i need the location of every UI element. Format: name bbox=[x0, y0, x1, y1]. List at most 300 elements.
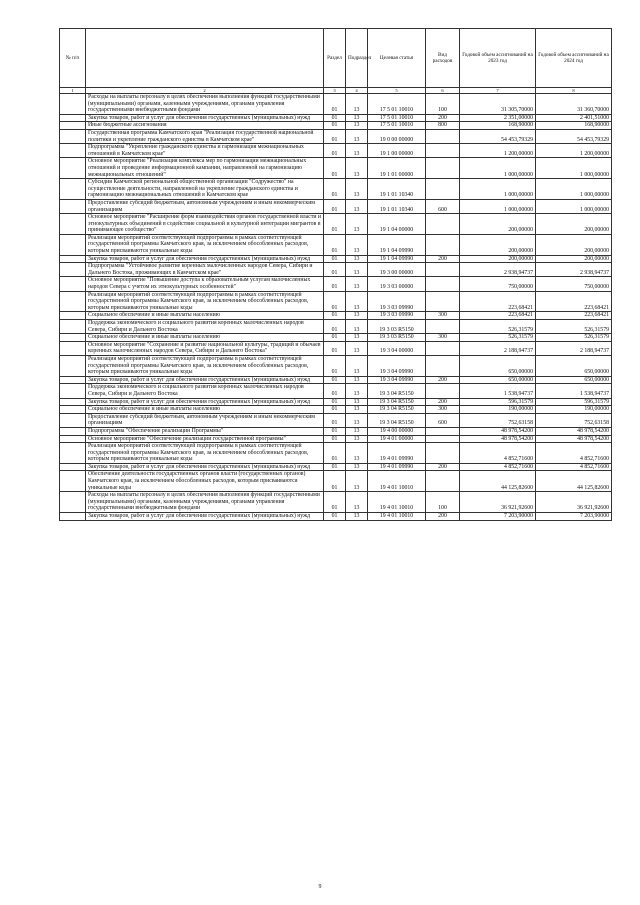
cell-podrazdel: 13 bbox=[346, 144, 368, 158]
cell-2023: 1 200,00000 bbox=[460, 144, 536, 158]
cell-num bbox=[60, 320, 86, 334]
cell-razdel: 01 bbox=[324, 427, 346, 435]
cell-vr bbox=[426, 384, 460, 398]
cell-name: Закупка товаров, работ и услуг для обеспечения государственных (муниципальных) нужд bbox=[86, 463, 324, 471]
cell-2023: 596,31579 bbox=[460, 398, 536, 406]
table-row bbox=[60, 376, 612, 384]
cell-num bbox=[60, 144, 86, 158]
cell-podrazdel: 13 bbox=[346, 471, 368, 492]
cell-2024: 200,00000 bbox=[536, 234, 612, 255]
cell-podrazdel: 13 bbox=[346, 291, 368, 312]
cell-2023: 750,00000 bbox=[460, 277, 536, 291]
table-row bbox=[60, 255, 612, 263]
cell-name: Основное мероприятие "Реализация комплекса мер по гармонизации межнациональных отношений и проведение информационной кампании, направленной на гармонизацию межнациональных отношений" bbox=[86, 158, 324, 179]
cell-razdel: 01 bbox=[324, 413, 346, 427]
cell-2024: 1 000,00000 bbox=[536, 158, 612, 179]
cell-2024: 1 000,00000 bbox=[536, 179, 612, 200]
cell-vr: 200 bbox=[426, 513, 460, 521]
page-number: 9 bbox=[318, 884, 322, 890]
cell-razdel: 01 bbox=[324, 122, 346, 130]
cell-podrazdel: 13 bbox=[346, 384, 368, 398]
cell-2024: 54 453,79329 bbox=[536, 129, 612, 143]
cell-2023: 1 538,94737 bbox=[460, 384, 536, 398]
header-podrazdel: Подраздел bbox=[346, 29, 368, 88]
table-row bbox=[60, 443, 612, 464]
cell-podrazdel: 13 bbox=[346, 129, 368, 143]
cell-2024: 650,00000 bbox=[536, 355, 612, 376]
cell-2023: 1 000,00000 bbox=[460, 179, 536, 200]
cell-vr: 200 bbox=[426, 255, 460, 263]
cell-num bbox=[60, 199, 86, 213]
cell-2023: 200,00000 bbox=[460, 214, 536, 235]
cell-2023: 2 938,94737 bbox=[460, 263, 536, 277]
cell-name: Подпрограмма "Обеспечение реализации Программы" bbox=[86, 427, 324, 435]
table-row bbox=[60, 94, 612, 115]
cell-num bbox=[60, 427, 86, 435]
column-number: 1 bbox=[60, 88, 86, 94]
header-razdel: Раздел bbox=[324, 29, 346, 88]
cell-podrazdel: 13 bbox=[346, 94, 368, 115]
column-number: 5 bbox=[368, 88, 426, 94]
cell-2024: 200,00000 bbox=[536, 255, 612, 263]
table-row bbox=[60, 122, 612, 130]
table-row bbox=[60, 291, 612, 312]
table-row bbox=[60, 129, 612, 143]
cell-2023: 31 305,70000 bbox=[460, 94, 536, 115]
cell-num bbox=[60, 312, 86, 320]
cell-2024: 4 852,71600 bbox=[536, 443, 612, 464]
cell-2024: 526,31579 bbox=[536, 320, 612, 334]
cell-num bbox=[60, 234, 86, 255]
cell-num bbox=[60, 214, 86, 235]
table-row bbox=[60, 413, 612, 427]
cell-vr bbox=[426, 129, 460, 143]
column-number: 2 bbox=[86, 88, 324, 94]
cell-vr bbox=[426, 144, 460, 158]
cell-num bbox=[60, 334, 86, 342]
cell-2024: 190,00000 bbox=[536, 406, 612, 414]
cell-vr bbox=[426, 234, 460, 255]
cell-podrazdel: 13 bbox=[346, 277, 368, 291]
cell-2024: 752,63158 bbox=[536, 413, 612, 427]
cell-podrazdel: 13 bbox=[346, 341, 368, 355]
cell-razdel: 01 bbox=[324, 129, 346, 143]
cell-csr: 19 4 00 00000 bbox=[368, 427, 426, 435]
cell-podrazdel: 13 bbox=[346, 513, 368, 521]
cell-2024: 44 125,82600 bbox=[536, 471, 612, 492]
table-row bbox=[60, 179, 612, 200]
cell-vr bbox=[426, 158, 460, 179]
cell-2024: 526,31579 bbox=[536, 334, 612, 342]
cell-razdel: 01 bbox=[324, 179, 346, 200]
cell-podrazdel: 13 bbox=[346, 406, 368, 414]
table-row bbox=[60, 263, 612, 277]
cell-razdel: 01 bbox=[324, 158, 346, 179]
cell-num bbox=[60, 263, 86, 277]
cell-num bbox=[60, 443, 86, 464]
cell-2023: 650,00000 bbox=[460, 376, 536, 384]
header-vr: Вид расходов bbox=[426, 29, 460, 88]
cell-name: Основное мероприятие "Повышение доступа к образовательным услугам малочисленных народов Севера с учетом их этнокультурных особенностей" bbox=[86, 277, 324, 291]
cell-podrazdel: 13 bbox=[346, 122, 368, 130]
cell-podrazdel: 13 bbox=[346, 320, 368, 334]
table-row bbox=[60, 398, 612, 406]
cell-csr: 19 3 00 00000 bbox=[368, 263, 426, 277]
cell-name: Субсидия Камчатской региональной общественной организации "Содружество" на осуществление деятельности, направленной на укрепление гражданского единства и гармонизацию межнациональных отношений в Камчатском крае bbox=[86, 179, 324, 200]
cell-num bbox=[60, 376, 86, 384]
cell-vr bbox=[426, 341, 460, 355]
cell-name: Государственная программа Камчатского края "Реализация государственной национальной политики и укрепление гражданского единства в Камчатском крае" bbox=[86, 129, 324, 143]
cell-2024: 2 938,94737 bbox=[536, 263, 612, 277]
table-row bbox=[60, 471, 612, 492]
cell-name: Подпрограмма "Укрепление гражданского единства и гармонизация межнациональных отношений в Камчатском крае" bbox=[86, 144, 324, 158]
cell-podrazdel: 13 bbox=[346, 263, 368, 277]
cell-vr: 200 bbox=[426, 398, 460, 406]
cell-podrazdel: 13 bbox=[346, 355, 368, 376]
cell-name: Иные бюджетные ассигнования bbox=[86, 122, 324, 130]
cell-name: Предоставление субсидий бюджетным, автономным учреждениям и иным некоммерческим организациям bbox=[86, 199, 324, 213]
cell-podrazdel: 13 bbox=[346, 427, 368, 435]
cell-csr: 19 3 04 09990 bbox=[368, 376, 426, 384]
cell-csr: 19 4 01 10010 bbox=[368, 471, 426, 492]
cell-num bbox=[60, 463, 86, 471]
cell-name: Поддержка экономического и социального развития коренных малочисленных народов Севера, Сибири и Дальнего Востока bbox=[86, 384, 324, 398]
table-row bbox=[60, 312, 612, 320]
cell-razdel: 01 bbox=[324, 471, 346, 492]
cell-razdel: 01 bbox=[324, 334, 346, 342]
cell-num bbox=[60, 413, 86, 427]
cell-podrazdel: 13 bbox=[346, 234, 368, 255]
cell-name: Основное мероприятие "Обеспечение реализации государственной программы" bbox=[86, 435, 324, 443]
cell-2024: 223,68421 bbox=[536, 291, 612, 312]
cell-razdel: 01 bbox=[324, 376, 346, 384]
table-row bbox=[60, 406, 612, 414]
cell-razdel: 01 bbox=[324, 513, 346, 521]
cell-2024: 596,31579 bbox=[536, 398, 612, 406]
cell-razdel: 01 bbox=[324, 320, 346, 334]
cell-vr bbox=[426, 179, 460, 200]
column-number: 3 bbox=[324, 88, 346, 94]
cell-razdel: 01 bbox=[324, 406, 346, 414]
header-2023: Годовой объем ассигнований на 2023 год bbox=[460, 29, 536, 88]
table-header bbox=[60, 29, 612, 94]
cell-name: Расходы на выплаты персоналу в целях обеспечения выполнения функций государственными (муниципальными) органами, казенными учреждениями, органами управления государственными внебюджетными фондами bbox=[86, 492, 324, 513]
cell-razdel: 01 bbox=[324, 234, 346, 255]
cell-razdel: 01 bbox=[324, 463, 346, 471]
cell-csr: 19 4 01 10010 bbox=[368, 492, 426, 513]
cell-razdel: 01 bbox=[324, 384, 346, 398]
table-body bbox=[60, 94, 612, 521]
cell-csr: 19 3 03 09990 bbox=[368, 291, 426, 312]
cell-2024: 1 538,94737 bbox=[536, 384, 612, 398]
cell-vr: 600 bbox=[426, 413, 460, 427]
cell-razdel: 01 bbox=[324, 435, 346, 443]
cell-razdel: 01 bbox=[324, 398, 346, 406]
cell-num bbox=[60, 341, 86, 355]
cell-2023: 752,63158 bbox=[460, 413, 536, 427]
table-row bbox=[60, 334, 612, 342]
cell-name: Закупка товаров, работ и услуг для обеспечения государственных (муниципальных) нужд bbox=[86, 513, 324, 521]
cell-vr bbox=[426, 443, 460, 464]
cell-2023: 7 203,90000 bbox=[460, 513, 536, 521]
cell-csr: 19 1 04 09990 bbox=[368, 255, 426, 263]
cell-vr bbox=[426, 427, 460, 435]
table-row bbox=[60, 114, 612, 122]
cell-csr: 19 1 01 10340 bbox=[368, 199, 426, 213]
cell-num bbox=[60, 129, 86, 143]
cell-num bbox=[60, 384, 86, 398]
table-row bbox=[60, 513, 612, 521]
cell-vr: 200 bbox=[426, 114, 460, 122]
cell-vr: 300 bbox=[426, 312, 460, 320]
cell-podrazdel: 13 bbox=[346, 463, 368, 471]
cell-2024: 7 203,90000 bbox=[536, 513, 612, 521]
table-row bbox=[60, 158, 612, 179]
column-number: 4 bbox=[346, 88, 368, 94]
cell-podrazdel: 13 bbox=[346, 492, 368, 513]
cell-2023: 48 978,54200 bbox=[460, 435, 536, 443]
cell-2024: 2 401,51000 bbox=[536, 114, 612, 122]
cell-num bbox=[60, 158, 86, 179]
table-row bbox=[60, 214, 612, 235]
cell-num bbox=[60, 406, 86, 414]
cell-vr bbox=[426, 355, 460, 376]
budget-table bbox=[59, 28, 612, 521]
cell-csr: 19 4 01 09990 bbox=[368, 463, 426, 471]
cell-csr: 19 3 04 R5150 bbox=[368, 398, 426, 406]
cell-num bbox=[60, 471, 86, 492]
cell-2023: 44 125,82600 bbox=[460, 471, 536, 492]
cell-name: Социальное обеспечение и иные выплаты населению bbox=[86, 312, 324, 320]
cell-name: Основное мероприятие "Расширение форм взаимодействия органов государственной власти и этнокультурных объединений в содействие социальной и культурной интеграции мигрантов в принимающее сообщество" bbox=[86, 214, 324, 235]
cell-csr: 19 3 04 09990 bbox=[368, 355, 426, 376]
cell-podrazdel: 13 bbox=[346, 199, 368, 213]
cell-razdel: 01 bbox=[324, 255, 346, 263]
cell-name: Обеспечение деятельности государственных органов власти (государственных органов) Камчатского края, за исключением обособленных расходов, которым присваиваются уникальные коды bbox=[86, 471, 324, 492]
cell-vr bbox=[426, 291, 460, 312]
cell-num bbox=[60, 114, 86, 122]
cell-csr: 17 5 01 10010 bbox=[368, 94, 426, 115]
table-row bbox=[60, 144, 612, 158]
cell-name: Реализация мероприятий соответствующей подпрограммы в рамках соответствующей государственной программы Камчатского края, за исключением обособленных расходов, которым присваиваются уникальные коды bbox=[86, 355, 324, 376]
table-row bbox=[60, 199, 612, 213]
cell-csr: 19 3 03 09990 bbox=[368, 312, 426, 320]
cell-2023: 200,00000 bbox=[460, 234, 536, 255]
cell-2023: 526,31579 bbox=[460, 334, 536, 342]
cell-2023: 223,68421 bbox=[460, 291, 536, 312]
cell-vr bbox=[426, 320, 460, 334]
cell-name: Предоставление субсидий бюджетным, автономным учреждениям и иным некоммерческим организациям bbox=[86, 413, 324, 427]
cell-2024: 223,68421 bbox=[536, 312, 612, 320]
cell-num bbox=[60, 355, 86, 376]
cell-razdel: 01 bbox=[324, 355, 346, 376]
cell-2024: 4 852,71600 bbox=[536, 463, 612, 471]
cell-vr bbox=[426, 435, 460, 443]
table-row bbox=[60, 341, 612, 355]
cell-name: Закупка товаров, работ и услуг для обеспечения государственных (муниципальных) нужд bbox=[86, 376, 324, 384]
cell-2023: 650,00000 bbox=[460, 355, 536, 376]
cell-razdel: 01 bbox=[324, 263, 346, 277]
cell-name: Закупка товаров, работ и услуг для обеспечения государственных (муниципальных) нужд bbox=[86, 114, 324, 122]
cell-2023: 200,00000 bbox=[460, 255, 536, 263]
cell-razdel: 01 bbox=[324, 114, 346, 122]
table-row bbox=[60, 427, 612, 435]
cell-2024: 1 000,00000 bbox=[536, 199, 612, 213]
cell-name: Социальное обеспечение и иные выплаты населению bbox=[86, 406, 324, 414]
cell-csr: 19 3 04 R5150 bbox=[368, 384, 426, 398]
cell-name: Закупка товаров, работ и услуг для обеспечения государственных (муниципальных) нужд bbox=[86, 398, 324, 406]
cell-name: Реализация мероприятий соответствующей подпрограммы в рамках соответствующей государственной программы Камчатского края, за исключением обособленных расходов, которым присваиваются уникальные коды bbox=[86, 291, 324, 312]
table-row bbox=[60, 355, 612, 376]
cell-num bbox=[60, 398, 86, 406]
cell-num bbox=[60, 179, 86, 200]
cell-name: Подпрограмма "Устойчивое развитие коренных малочисленных народов Севера, Сибири и Дальнего Востока, проживающих в Камчатском крае" bbox=[86, 263, 324, 277]
cell-razdel: 01 bbox=[324, 277, 346, 291]
cell-num bbox=[60, 513, 86, 521]
budget-sheet bbox=[59, 28, 611, 521]
cell-csr: 19 3 04 R5150 bbox=[368, 413, 426, 427]
cell-podrazdel: 13 bbox=[346, 435, 368, 443]
cell-podrazdel: 13 bbox=[346, 376, 368, 384]
cell-vr: 300 bbox=[426, 406, 460, 414]
cell-razdel: 01 bbox=[324, 312, 346, 320]
cell-name: Закупка товаров, работ и услуг для обеспечения государственных (муниципальных) нужд bbox=[86, 255, 324, 263]
cell-podrazdel: 13 bbox=[346, 158, 368, 179]
cell-2024: 750,00000 bbox=[536, 277, 612, 291]
cell-2023: 48 978,54200 bbox=[460, 427, 536, 435]
table-row bbox=[60, 320, 612, 334]
table-row bbox=[60, 492, 612, 513]
cell-vr bbox=[426, 214, 460, 235]
table-row bbox=[60, 435, 612, 443]
cell-name: Реализация мероприятий соответствующей подпрограммы в рамках соответствующей государственной программы Камчатского края, за исключением обособленных расходов, которым присваиваются уникальные коды bbox=[86, 234, 324, 255]
cell-razdel: 01 bbox=[324, 443, 346, 464]
cell-vr: 800 bbox=[426, 122, 460, 130]
cell-csr: 19 3 03 00000 bbox=[368, 277, 426, 291]
cell-vr: 200 bbox=[426, 463, 460, 471]
cell-vr: 600 bbox=[426, 199, 460, 213]
cell-csr: 19 1 04 00000 bbox=[368, 214, 426, 235]
cell-name: Расходы на выплаты персоналу в целях обеспечения выполнения функций государственными (муниципальными) органами, казенными учреждениями, органами управления государственными внебюджетными фондами bbox=[86, 94, 324, 115]
cell-2024: 31 360,70000 bbox=[536, 94, 612, 115]
cell-razdel: 01 bbox=[324, 199, 346, 213]
cell-csr: 19 3 03 R5150 bbox=[368, 334, 426, 342]
cell-razdel: 01 bbox=[324, 214, 346, 235]
cell-2023: 2 188,94737 bbox=[460, 341, 536, 355]
header-2024: Годовой объем ассигнований на 2024 год bbox=[536, 29, 612, 88]
cell-2024: 2 188,94737 bbox=[536, 341, 612, 355]
cell-csr: 17 5 01 10010 bbox=[368, 114, 426, 122]
cell-2024: 36 921,92600 bbox=[536, 492, 612, 513]
cell-2023: 1 000,00000 bbox=[460, 199, 536, 213]
cell-2023: 54 453,79329 bbox=[460, 129, 536, 143]
cell-csr: 19 3 04 00000 bbox=[368, 341, 426, 355]
cell-podrazdel: 13 bbox=[346, 443, 368, 464]
cell-csr: 19 0 00 00000 bbox=[368, 129, 426, 143]
cell-csr: 19 3 04 R5150 bbox=[368, 406, 426, 414]
cell-podrazdel: 13 bbox=[346, 398, 368, 406]
cell-csr: 19 1 04 09990 bbox=[368, 234, 426, 255]
cell-razdel: 01 bbox=[324, 341, 346, 355]
cell-num bbox=[60, 94, 86, 115]
cell-2024: 48 978,54200 bbox=[536, 435, 612, 443]
table-row bbox=[60, 234, 612, 255]
cell-2024: 48 978,54200 bbox=[536, 427, 612, 435]
cell-2023: 168,90000 bbox=[460, 122, 536, 130]
table-row bbox=[60, 384, 612, 398]
cell-num bbox=[60, 255, 86, 263]
cell-csr: 19 1 00 00000 bbox=[368, 144, 426, 158]
cell-csr: 19 4 01 10010 bbox=[368, 513, 426, 521]
cell-num bbox=[60, 122, 86, 130]
header-num: № п/п bbox=[60, 29, 86, 88]
column-number: 8 bbox=[536, 88, 612, 94]
cell-podrazdel: 13 bbox=[346, 214, 368, 235]
cell-num bbox=[60, 435, 86, 443]
cell-vr bbox=[426, 277, 460, 291]
cell-csr: 19 1 01 10340 bbox=[368, 179, 426, 200]
cell-csr: 17 5 01 10010 bbox=[368, 122, 426, 130]
cell-vr bbox=[426, 471, 460, 492]
cell-2023: 4 852,71600 bbox=[460, 463, 536, 471]
cell-csr: 19 4 01 09990 bbox=[368, 443, 426, 464]
cell-2024: 200,00000 bbox=[536, 214, 612, 235]
cell-podrazdel: 13 bbox=[346, 334, 368, 342]
column-number: 7 bbox=[460, 88, 536, 94]
cell-2024: 168,90000 bbox=[536, 122, 612, 130]
cell-name: Социальное обеспечение и иные выплаты населению bbox=[86, 334, 324, 342]
cell-podrazdel: 13 bbox=[346, 179, 368, 200]
cell-num bbox=[60, 492, 86, 513]
cell-vr: 200 bbox=[426, 376, 460, 384]
cell-name: Основное мероприятие "Сохранение и развитие национальной культуры, традиций и обычаев коренных малочисленных народов Севера, Сибири и Дальнего Востока" bbox=[86, 341, 324, 355]
cell-2024: 650,00000 bbox=[536, 376, 612, 384]
cell-num bbox=[60, 277, 86, 291]
cell-csr: 19 1 01 00000 bbox=[368, 158, 426, 179]
cell-podrazdel: 13 bbox=[346, 312, 368, 320]
cell-2024: 1 200,00000 bbox=[536, 144, 612, 158]
cell-razdel: 01 bbox=[324, 94, 346, 115]
cell-podrazdel: 13 bbox=[346, 413, 368, 427]
cell-name: Реализация мероприятий соответствующей подпрограммы в рамках соответствующей государственной программы Камчатского края, за исключением обособленных расходов, которым присваиваются уникальные коды bbox=[86, 443, 324, 464]
header-csr: Целевая статья bbox=[368, 29, 426, 88]
cell-vr: 300 bbox=[426, 334, 460, 342]
cell-2023: 1 000,00000 bbox=[460, 158, 536, 179]
cell-2023: 36 921,92600 bbox=[460, 492, 536, 513]
cell-razdel: 01 bbox=[324, 492, 346, 513]
cell-razdel: 01 bbox=[324, 144, 346, 158]
cell-2023: 190,00000 bbox=[460, 406, 536, 414]
cell-name: Поддержка экономического и социального развития коренных малочисленных народов Севера, Сибири и Дальнего Востока bbox=[86, 320, 324, 334]
cell-csr: 19 3 03 R5150 bbox=[368, 320, 426, 334]
cell-csr: 19 4 01 00000 bbox=[368, 435, 426, 443]
cell-2023: 2 351,00000 bbox=[460, 114, 536, 122]
cell-vr: 100 bbox=[426, 492, 460, 513]
table-row bbox=[60, 277, 612, 291]
cell-num bbox=[60, 291, 86, 312]
cell-podrazdel: 13 bbox=[346, 114, 368, 122]
cell-2023: 223,68421 bbox=[460, 312, 536, 320]
column-number: 6 bbox=[426, 88, 460, 94]
cell-2023: 526,31579 bbox=[460, 320, 536, 334]
cell-2023: 4 852,71600 bbox=[460, 443, 536, 464]
table-row bbox=[60, 463, 612, 471]
cell-vr bbox=[426, 263, 460, 277]
cell-razdel: 01 bbox=[324, 291, 346, 312]
cell-vr: 100 bbox=[426, 94, 460, 115]
cell-podrazdel: 13 bbox=[346, 255, 368, 263]
header-name bbox=[86, 29, 324, 88]
